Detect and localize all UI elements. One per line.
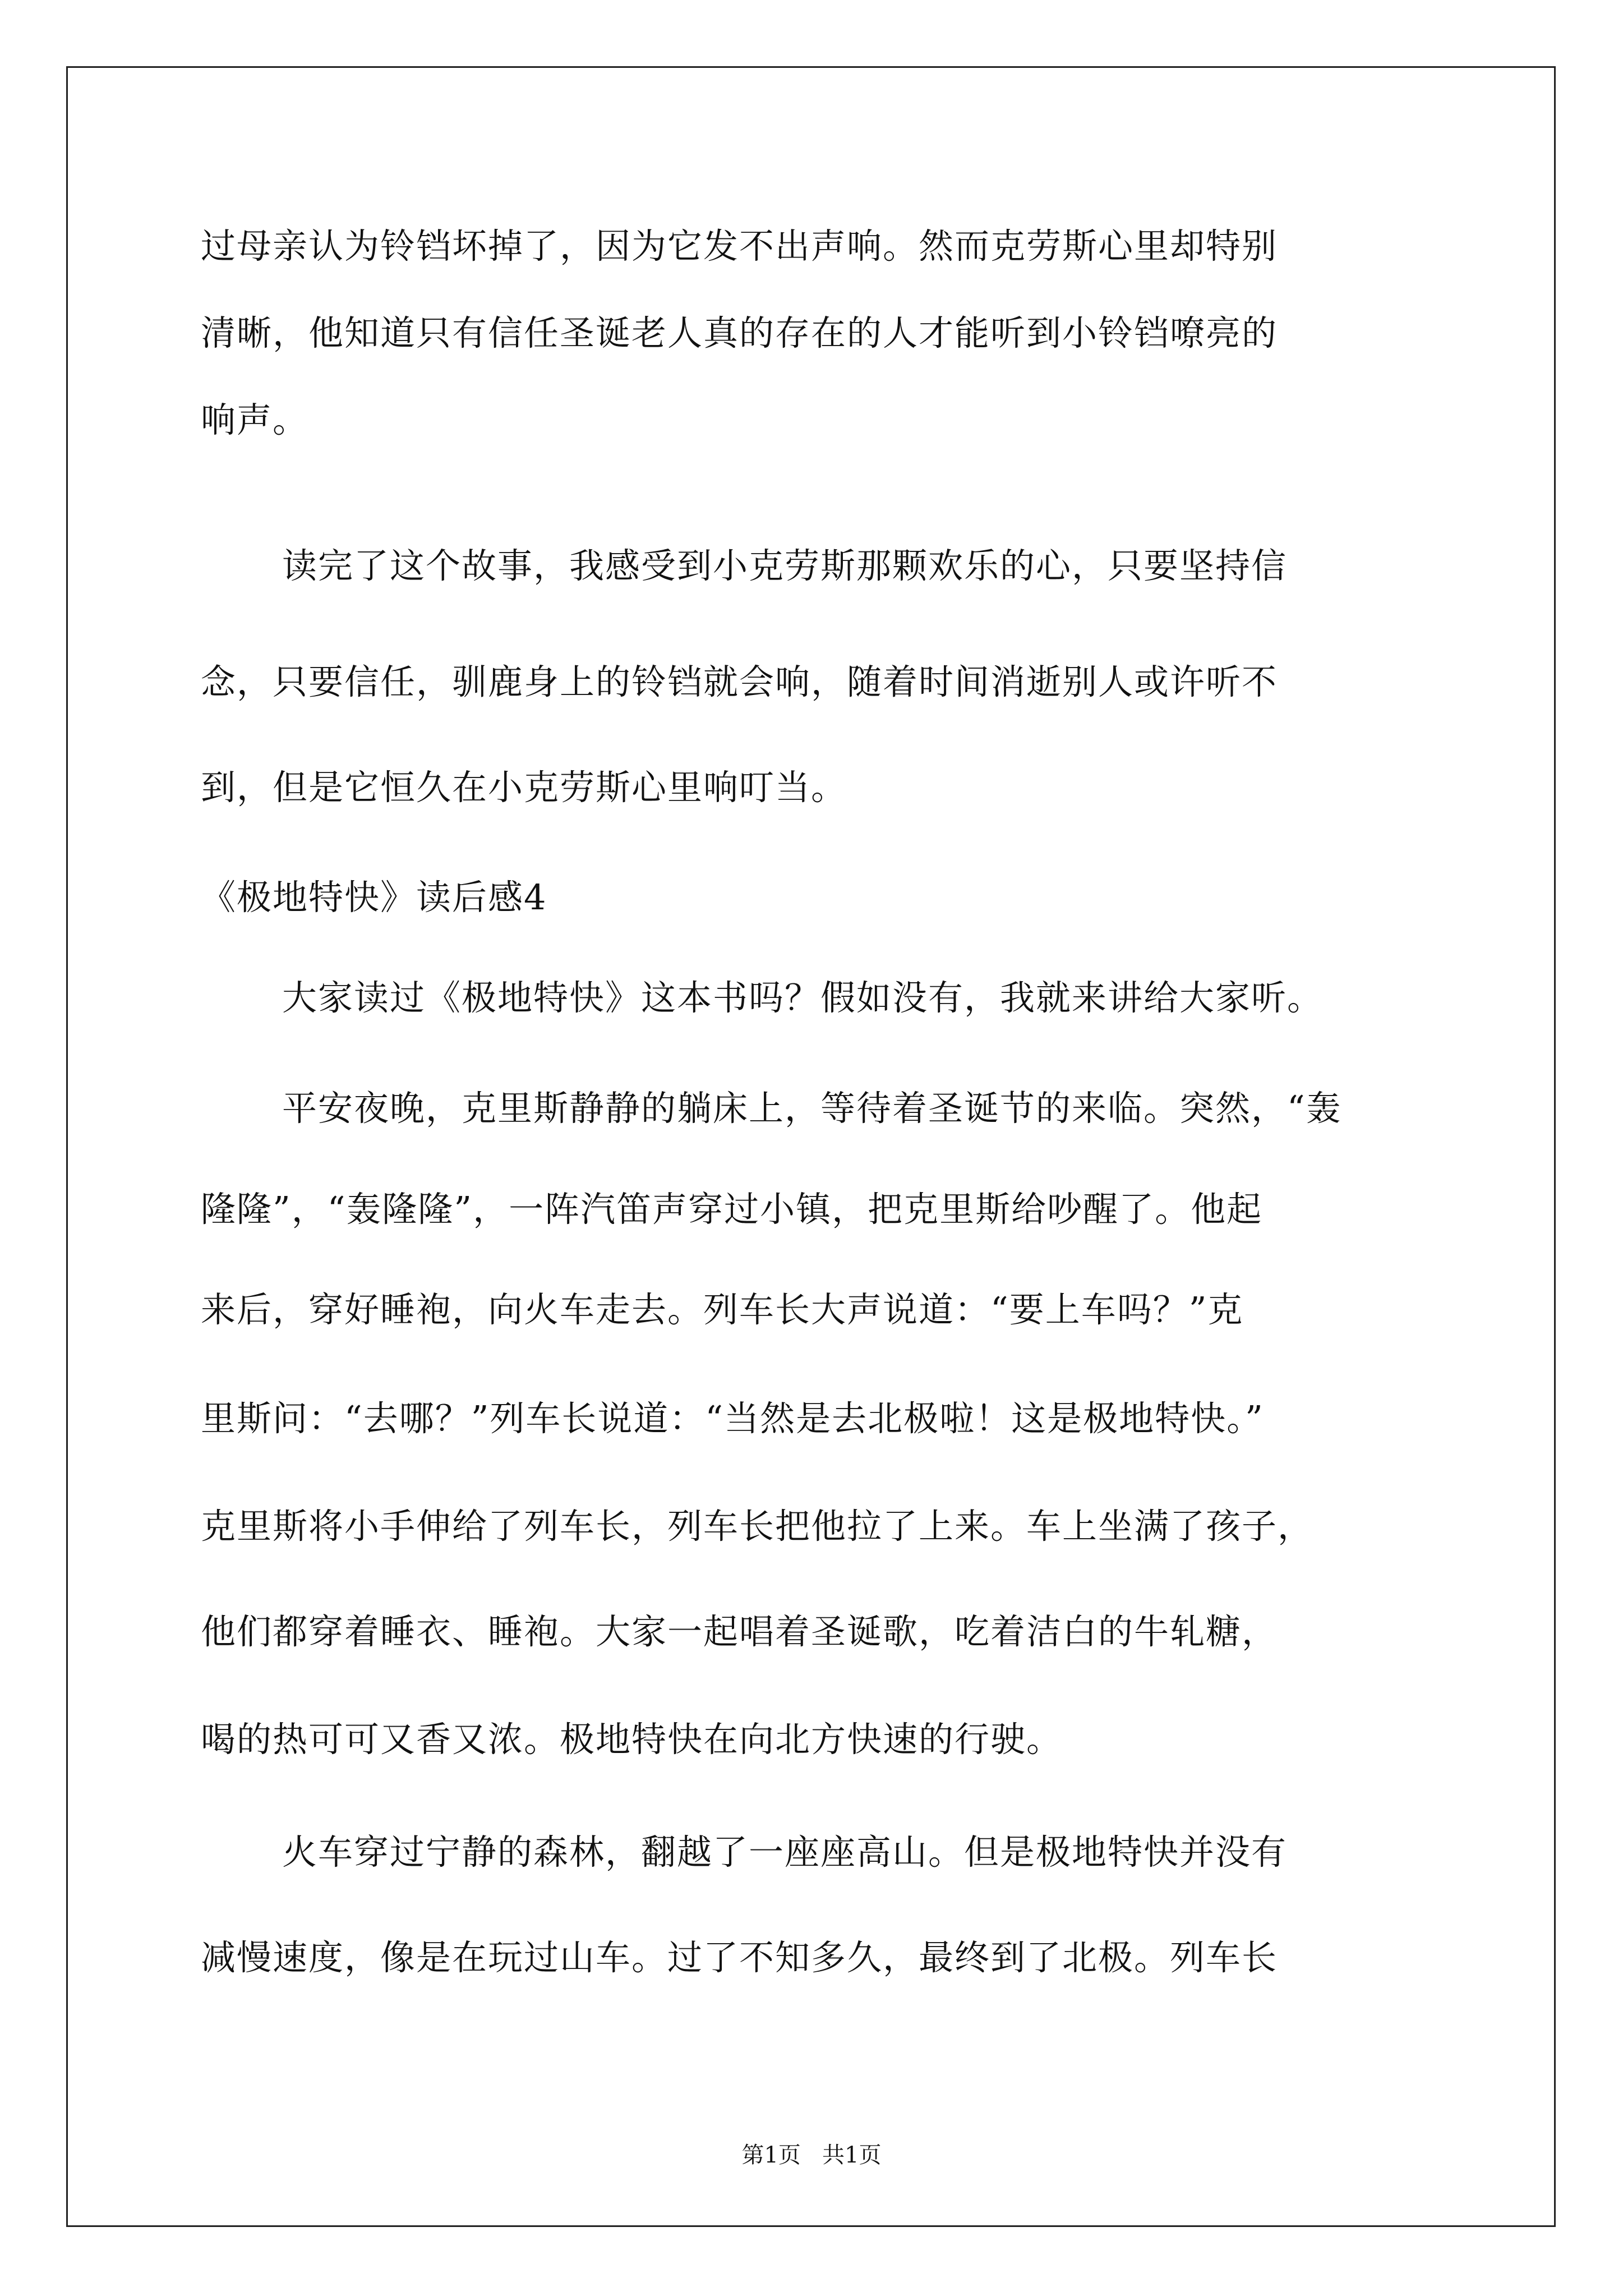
text-line: 他们都穿着睡衣、睡袍。大家一起唱着圣诞歌，吃着洁白的牛轧糖， xyxy=(201,1611,1278,1652)
text-line: 减慢速度，像是在玩过山车。过了不知多久，最终到了北极。列车长 xyxy=(201,1937,1278,1978)
text-line: 大家读过《极地特快》这本书吗？假如没有，我就来讲给大家听。 xyxy=(282,977,1324,1018)
text-line: 清晰，他知道只有信任圣诞老人真的存在的人才能听到小铃铛嘹亮的 xyxy=(201,312,1278,353)
text-line: 喝的热可可又香又浓。极地特快在向北方快速的行驶。 xyxy=(201,1719,1063,1760)
text-line: 念，只要信任，驯鹿身上的铃铛就会响，随着时间消逝别人或许听不 xyxy=(201,661,1278,702)
text-line: 平安夜晚，克里斯静静的躺床上，等待着圣诞节的来临。突然，“轰 xyxy=(282,1088,1342,1129)
text-line: 过母亲认为铃铛坏掉了，因为它发不出声响。然而克劳斯心里却特别 xyxy=(201,226,1278,266)
page-border xyxy=(66,66,1556,2227)
text-line: 克里斯将小手伸给了列车长，列车长把他拉了上来。车上坐满了孩子， xyxy=(201,1506,1314,1547)
text-line: 到，但是它恒久在小克劳斯心里响叮当。 xyxy=(201,767,847,808)
section-heading: 《极地特快》读后感4 xyxy=(201,877,547,918)
text-line: 响声。 xyxy=(201,399,309,440)
text-line: 读完了这个故事，我感受到小克劳斯那颗欢乐的心，只要坚持信 xyxy=(282,545,1288,586)
text-line: 火车穿过宁静的森林，翻越了一座座高山。但是极地特快并没有 xyxy=(282,1832,1288,1872)
text-line: 隆隆”，“轰隆隆”，一阵汽笛声穿过小镇，把克里斯给吵醒了。他起 xyxy=(201,1189,1263,1230)
text-line: 里斯问：“去哪？”列车长说道：“当然是去北极啦！这是极地特快。” xyxy=(201,1398,1264,1439)
text-line: 来后，穿好睡袍，向火车走去。列车长大声说道：“要上车吗？”克 xyxy=(201,1289,1244,1330)
page-footer: 第1页 共1页 xyxy=(741,2142,882,2168)
